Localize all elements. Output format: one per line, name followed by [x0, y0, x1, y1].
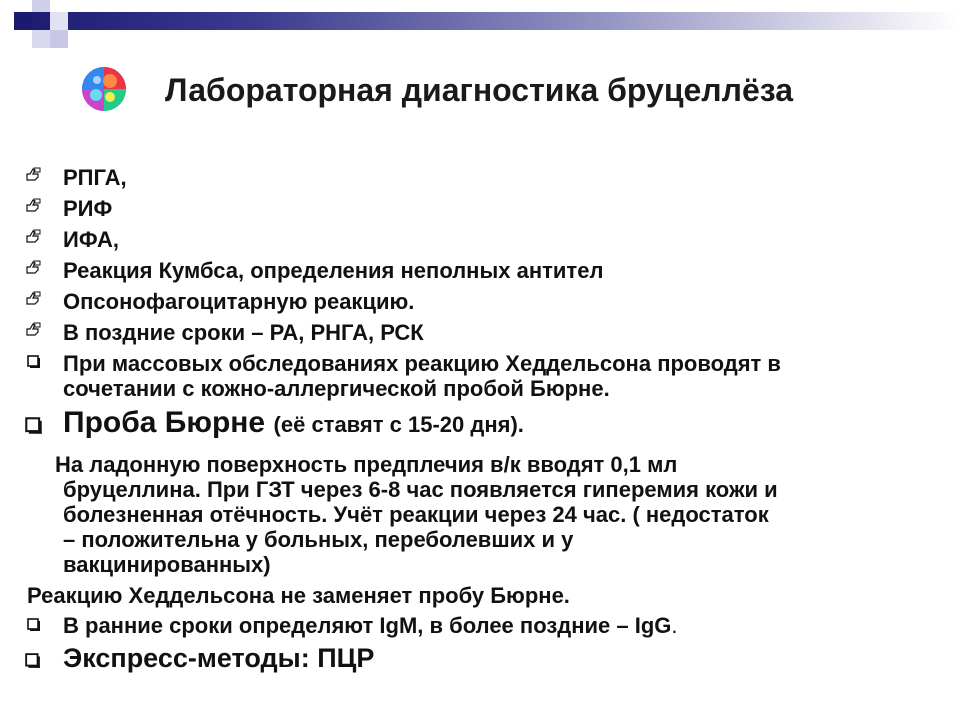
list-item-rif: РИФ: [63, 196, 113, 221]
hollow-square-bullet-icon: [25, 653, 41, 669]
igm-item: [63, 613, 678, 639]
mass-survey-line-1: При массовых обследованиях реакцию Хеддельсона проводят в: [63, 351, 781, 376]
list-item-rpga: РПГА,: [63, 165, 127, 190]
list-item-late: В поздние сроки – РА, РНГА, РСК: [63, 320, 424, 345]
heddelson-note: Реакцию Хеддельсона не заменяет пробу Бюрне.: [27, 583, 570, 608]
hollow-square-bullet-icon: [27, 618, 41, 632]
hollow-square-bullet-icon: [25, 417, 43, 435]
express-item: Экспресс-методы: ПЦР: [63, 643, 375, 673]
hollow-square-bullet-icon: [27, 355, 41, 369]
burnet-heading: [63, 406, 524, 440]
burnet-desc-line-2: бруцеллина. При ГЗТ через 6-8 час появляется гиперемия кожи и: [63, 477, 778, 502]
pointing-hand-icon: [26, 291, 42, 305]
pointing-hand-icon: [26, 229, 42, 243]
list-item-ifa: ИФА,: [63, 227, 120, 252]
pointing-hand-icon: [26, 198, 42, 212]
igm-item-text: В ранние сроки определяют IgM, в более поздние – IgG: [63, 613, 672, 638]
mass-survey-line-2: сочетании с кожно-аллергической пробой Бюрне.: [63, 376, 610, 401]
page-title: Лабораторная диагностика бруцеллёза: [165, 72, 794, 108]
burnet-desc-line-4: – положительна у больных, переболевших и у: [63, 527, 574, 552]
pointing-hand-icon: [26, 260, 42, 274]
pointing-hand-icon: [26, 322, 42, 336]
burnet-desc-line-1: На ладонную поверхность предплечия в/к вводят 0,1 мл: [55, 452, 678, 477]
burnet-heading-title: Проба Бюрне: [63, 406, 266, 439]
burnet-desc-line-5: вакцинированных): [63, 552, 271, 577]
list-item-opsono: Опсонофагоцитарную реакцию.: [63, 289, 415, 314]
list-item-coombs: Реакция Кумбса, определения неполных антител: [63, 258, 604, 283]
pointing-hand-icon: [26, 167, 42, 181]
burnet-heading-note: (её ставят с 15-20 дня).: [273, 412, 524, 437]
burnet-desc-line-3: болезненная отёчность. Учёт реакции через 24 час. ( недостаток: [63, 502, 769, 527]
igm-item-end: .: [671, 613, 678, 638]
